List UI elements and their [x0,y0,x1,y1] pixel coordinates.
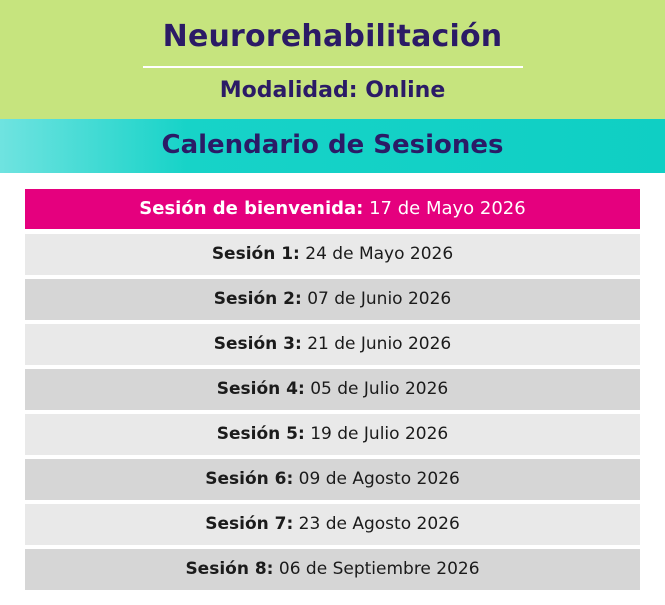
session-label: Sesión 5: [216,424,305,445]
list-item [25,459,640,500]
list-item [25,549,640,590]
session-row-text [214,289,452,309]
session-date: 19 de Julio 2026 [310,424,449,445]
calendar-section-title: Calendario de Sesiones [161,130,504,161]
session-row-text [185,559,479,579]
session-label: Sesión 8: [185,559,274,580]
session-row-text [214,334,452,354]
session-date: 24 de Mayo 2026 [305,244,454,265]
session-label: Sesión 7: [205,514,294,535]
session-date: 23 de Agosto 2026 [298,514,460,535]
session-row-text [217,424,448,444]
session-row-text [205,514,460,534]
session-date: 21 de Junio 2026 [307,334,452,355]
session-label: Sesión 4: [216,379,305,400]
list-item [25,369,640,410]
session-row-text [217,379,448,399]
session-label: Sesión 6: [205,469,294,490]
session-label: Sesión 3: [213,334,302,355]
session-label: Sesión 2: [213,289,302,310]
session-date: 05 de Julio 2026 [310,379,449,400]
session-label: Sesión 1: [211,244,300,265]
session-row-text [212,244,453,264]
session-row-text [205,469,460,489]
list-item [25,234,640,275]
list-item [25,279,640,320]
list-item [25,504,640,545]
session-date: 09 de Agosto 2026 [298,469,460,490]
session-date: 06 de Septiembre 2026 [278,559,480,580]
session-row-text [139,198,525,219]
calendar-header [0,119,665,173]
session-date: 17 de Mayo 2026 [369,198,526,220]
session-list [0,173,665,590]
list-item [25,324,640,365]
page-title: Neurorehabilitación [162,19,503,54]
session-date: 07 de Junio 2026 [307,289,452,310]
list-item [25,414,640,455]
list-item [25,189,640,229]
session-label: Sesión de bienvenida: [139,198,364,220]
course-header [0,0,665,119]
modality-label: Modalidad: Online [219,78,446,103]
title-divider [143,66,523,68]
